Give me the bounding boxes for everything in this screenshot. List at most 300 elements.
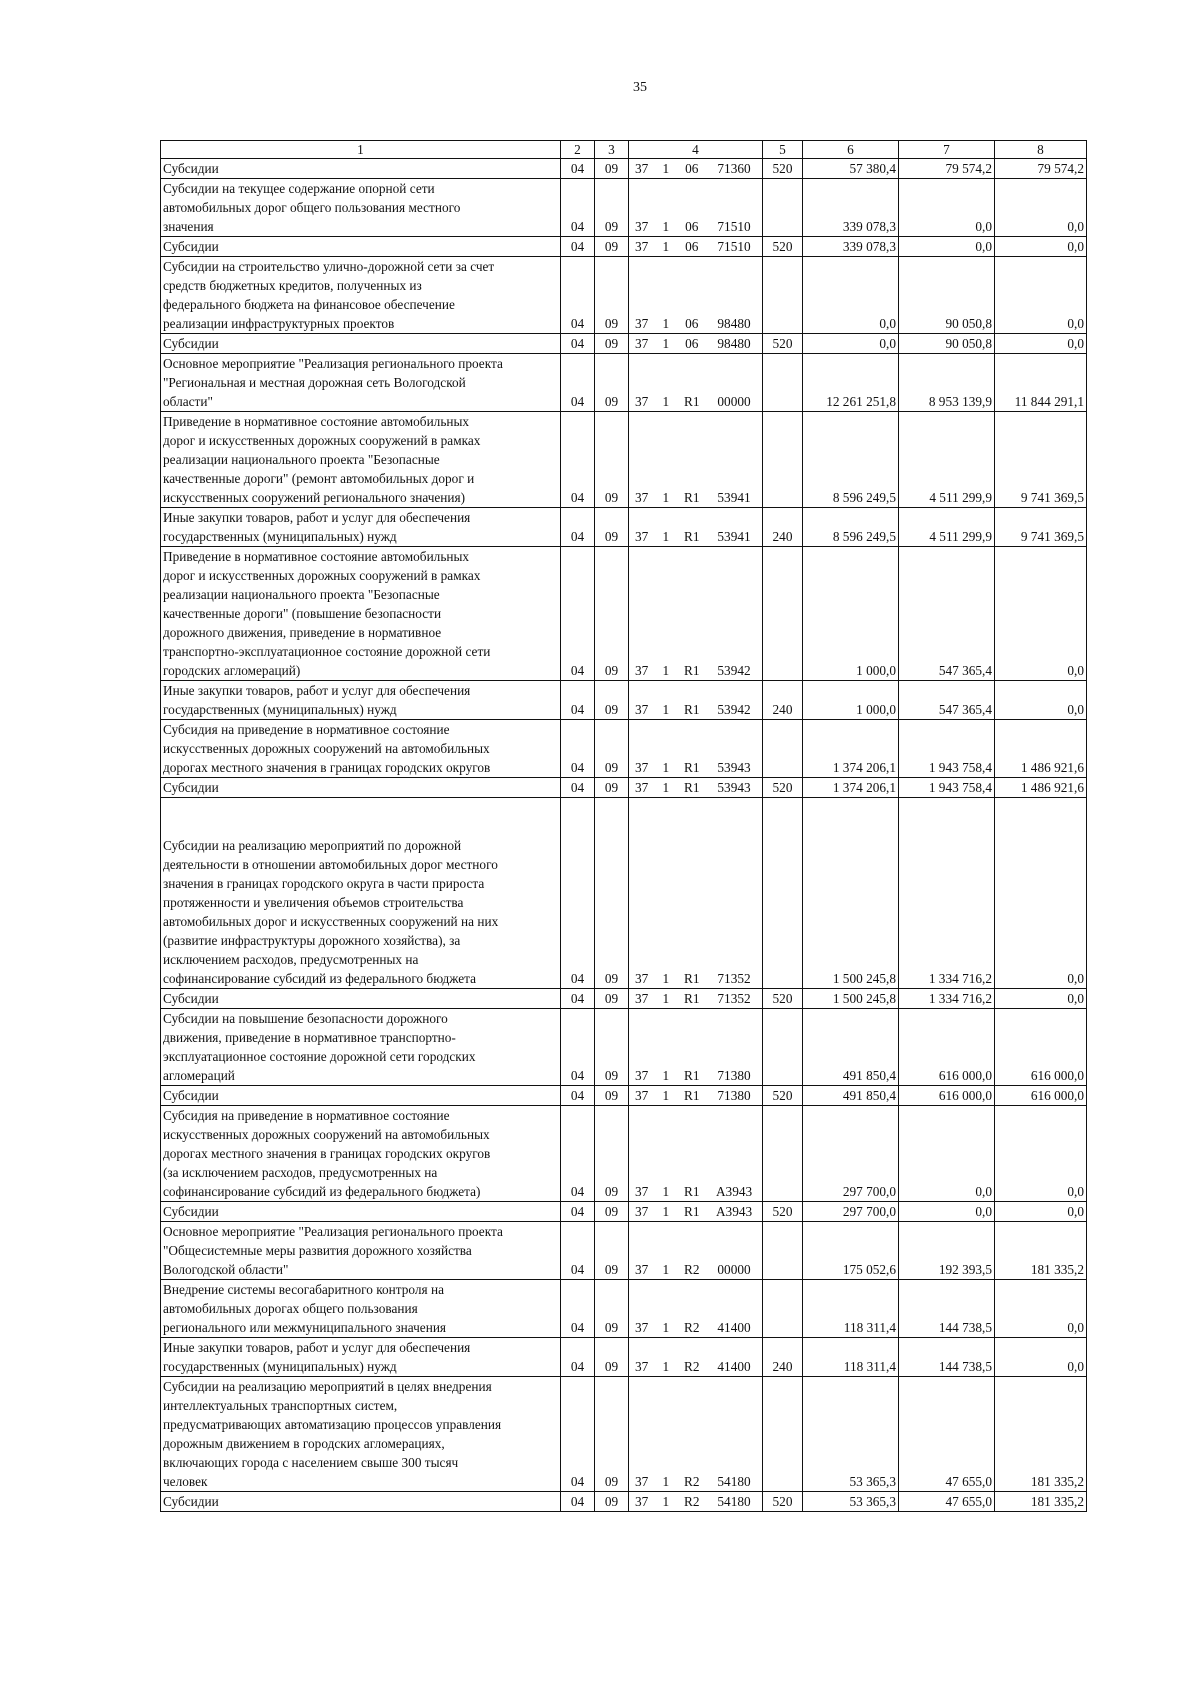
amount-col6-cell: 12 261 251,8: [803, 354, 899, 412]
amount-col8-cell: 0,0: [995, 1280, 1087, 1338]
target-article-code: [631, 488, 760, 507]
target-article-part: 53943: [717, 760, 751, 775]
amount-col8-cell: 1 486 921,6: [995, 778, 1087, 798]
amount-col7-cell: 0,0: [899, 237, 995, 257]
section-code-cell: 04: [561, 547, 595, 681]
row-name-cell: Субсидии: [161, 989, 561, 1009]
expense-type-cell: [763, 1106, 803, 1202]
target-article-cell: [629, 547, 763, 681]
target-article-part: 71360: [717, 161, 751, 176]
target-article-part: R1: [683, 490, 700, 505]
target-article-part: 37: [635, 1184, 649, 1199]
target-article-part: R2: [683, 1494, 700, 1509]
header-cell: 1: [161, 141, 561, 159]
target-article-part: 06: [685, 239, 699, 254]
amount-col8-cell: 0,0: [995, 989, 1087, 1009]
expense-type-cell: 520: [763, 989, 803, 1009]
expense-type-cell: 520: [763, 1202, 803, 1222]
target-article-part: 1: [662, 991, 670, 1006]
target-article-cell: [629, 798, 763, 989]
section-code-cell: 04: [561, 798, 595, 989]
target-article-part: 1: [662, 529, 670, 544]
header-cell: 8: [995, 141, 1087, 159]
target-article-part: 00000: [717, 1262, 751, 1277]
header-cell: 7: [899, 141, 995, 159]
target-article-part: 71352: [717, 971, 751, 986]
target-article-code: [631, 392, 760, 411]
amount-col6-cell: 8 596 249,5: [803, 508, 899, 547]
subsection-code-cell: 09: [595, 508, 629, 547]
target-article-code: [631, 159, 760, 178]
section-code-cell: 04: [561, 334, 595, 354]
target-article-cell: [629, 257, 763, 334]
target-article-code: [631, 989, 760, 1008]
subsection-code-cell: 09: [595, 1280, 629, 1338]
expense-type-cell: [763, 179, 803, 237]
target-article-cell: [629, 237, 763, 257]
amount-col8-cell: 1 486 921,6: [995, 720, 1087, 778]
row-name-cell: Субсидии: [161, 1202, 561, 1222]
row-name-cell: Субсидии: [161, 237, 561, 257]
page-number: 35: [633, 80, 647, 95]
amount-col8-cell: 9 741 369,5: [995, 508, 1087, 547]
subsection-code-cell: 09: [595, 334, 629, 354]
target-article-part: 37: [635, 1068, 649, 1083]
amount-col7-cell: 144 738,5: [899, 1280, 995, 1338]
target-article-code: [631, 1492, 760, 1511]
target-article-code: [631, 661, 760, 680]
target-article-part: 37: [635, 971, 649, 986]
target-article-part: R1: [683, 529, 700, 544]
target-article-part: 06: [685, 161, 699, 176]
subsection-code-cell: 09: [595, 547, 629, 681]
row-name-cell: Субсидии на текущее содержание опорной сети автомобильных дорог общего пользования местного значения: [161, 179, 561, 237]
section-code-cell: 04: [561, 159, 595, 179]
amount-col6-cell: 1 500 245,8: [803, 798, 899, 989]
expense-type-cell: 520: [763, 159, 803, 179]
section-code-cell: 04: [561, 1202, 595, 1222]
expense-type-cell: [763, 1280, 803, 1338]
subsection-code-cell: 09: [595, 1222, 629, 1280]
target-article-part: R1: [683, 702, 700, 717]
target-article-cell: [629, 1086, 763, 1106]
row-name-cell: Основное мероприятие "Реализация регионального проекта "Региональная и местная дорожная сеть Вологодской области": [161, 354, 561, 412]
amount-col7-cell: 1 334 716,2: [899, 798, 995, 989]
subsection-code-cell: 09: [595, 720, 629, 778]
target-article-part: 1: [662, 219, 670, 234]
target-article-cell: [629, 1106, 763, 1202]
target-article-code: [631, 1260, 760, 1279]
target-article-part: 53942: [717, 702, 751, 717]
table-row: [161, 1009, 1087, 1086]
target-article-cell: [629, 778, 763, 798]
target-article-part: R2: [683, 1320, 700, 1335]
amount-col8-cell: 79 574,2: [995, 159, 1087, 179]
target-article-part: 37: [635, 1204, 649, 1219]
target-article-part: 06: [685, 219, 699, 234]
target-article-cell: [629, 1009, 763, 1086]
section-code-cell: 04: [561, 257, 595, 334]
table-row: [161, 334, 1087, 354]
target-article-part: R1: [683, 663, 700, 678]
target-article-part: 1: [662, 394, 670, 409]
section-code-cell: 04: [561, 179, 595, 237]
target-article-part: 71510: [717, 239, 751, 254]
target-article-part: 1: [662, 336, 670, 351]
amount-col8-cell: 0,0: [995, 179, 1087, 237]
section-code-cell: 04: [561, 412, 595, 508]
amount-col7-cell: 192 393,5: [899, 1222, 995, 1280]
amount-col6-cell: 175 052,6: [803, 1222, 899, 1280]
target-article-part: R1: [683, 971, 700, 986]
target-article-part: 06: [685, 316, 699, 331]
amount-col6-cell: 491 850,4: [803, 1086, 899, 1106]
target-article-part: 53941: [717, 490, 751, 505]
subsection-code-cell: 09: [595, 237, 629, 257]
section-code-cell: 04: [561, 354, 595, 412]
subsection-code-cell: 09: [595, 1106, 629, 1202]
amount-col8-cell: 616 000,0: [995, 1086, 1087, 1106]
row-name-cell: Иные закупки товаров, работ и услуг для обеспечения государственных (муниципальных) нужд: [161, 681, 561, 720]
target-article-part: 1: [662, 161, 670, 176]
budget-table: [160, 140, 1087, 1512]
subsection-code-cell: 09: [595, 1338, 629, 1377]
target-article-part: R1: [683, 1068, 700, 1083]
target-article-part: 1: [662, 490, 670, 505]
table-row: [161, 720, 1087, 778]
amount-col7-cell: 0,0: [899, 1106, 995, 1202]
target-article-cell: [629, 159, 763, 179]
expense-type-cell: 520: [763, 778, 803, 798]
row-name-cell: Субсидии на строительство улично-дорожной сети за счет средств бюджетных кредитов, полученных из федерального бюджета на финансовое обеспечение реализации инфраструктурных проектов: [161, 257, 561, 334]
row-name-cell: Внедрение системы весогабаритного контроля на автомобильных дорогах общего пользования регионального или межмуниципального значения: [161, 1280, 561, 1338]
row-name-cell: Субсидии: [161, 159, 561, 179]
section-code-cell: 04: [561, 1377, 595, 1492]
amount-col8-cell: 0,0: [995, 681, 1087, 720]
table-row: [161, 159, 1087, 179]
amount-col6-cell: 0,0: [803, 334, 899, 354]
target-article-cell: [629, 354, 763, 412]
target-article-part: 37: [635, 780, 649, 795]
expense-type-cell: 520: [763, 334, 803, 354]
table-row: [161, 547, 1087, 681]
subsection-code-cell: 09: [595, 1009, 629, 1086]
amount-col7-cell: 0,0: [899, 179, 995, 237]
amount-col7-cell: 47 655,0: [899, 1492, 995, 1512]
target-article-cell: [629, 1492, 763, 1512]
target-article-part: 53943: [717, 780, 751, 795]
amount-col6-cell: 1 000,0: [803, 547, 899, 681]
target-article-part: 1: [662, 760, 670, 775]
row-name-cell: Субсидии на повышение безопасности дорожного движения, приведение в нормативное транспортно- эксплуатационное состояние дорожной сети городских агломераций: [161, 1009, 561, 1086]
target-article-part: 1: [662, 1262, 670, 1277]
amount-col7-cell: 79 574,2: [899, 159, 995, 179]
target-article-part: R2: [683, 1359, 700, 1374]
table-row: [161, 237, 1087, 257]
amount-col7-cell: 144 738,5: [899, 1338, 995, 1377]
section-code-cell: 04: [561, 1086, 595, 1106]
target-article-cell: [629, 508, 763, 547]
header-cell: 4: [629, 141, 763, 159]
subsection-code-cell: 09: [595, 989, 629, 1009]
section-code-cell: 04: [561, 237, 595, 257]
target-article-part: 1: [662, 1474, 670, 1489]
target-article-cell: [629, 1338, 763, 1377]
target-article-code: [631, 1357, 760, 1376]
target-article-part: R1: [683, 394, 700, 409]
target-article-part: 37: [635, 219, 649, 234]
target-article-part: 37: [635, 336, 649, 351]
target-article-cell: [629, 1377, 763, 1492]
amount-col7-cell: 1 943 758,4: [899, 720, 995, 778]
table-row: [161, 179, 1087, 237]
subsection-code-cell: 09: [595, 778, 629, 798]
target-article-part: R1: [683, 760, 700, 775]
target-article-part: 1: [662, 1359, 670, 1374]
amount-col8-cell: 181 335,2: [995, 1377, 1087, 1492]
amount-col6-cell: 1 500 245,8: [803, 989, 899, 1009]
table-row: [161, 1106, 1087, 1202]
target-article-part: 1: [662, 663, 670, 678]
target-article-part: 41400: [717, 1320, 751, 1335]
target-article-part: 37: [635, 760, 649, 775]
target-article-part: 1: [662, 1204, 670, 1219]
target-article-code: [631, 314, 760, 333]
header-cell: 3: [595, 141, 629, 159]
target-article-part: A3943: [715, 1204, 753, 1219]
table-row: [161, 1280, 1087, 1338]
amount-col8-cell: 9 741 369,5: [995, 412, 1087, 508]
target-article-part: 37: [635, 1474, 649, 1489]
amount-col8-cell: 11 844 291,1: [995, 354, 1087, 412]
target-article-cell: [629, 412, 763, 508]
expense-type-cell: [763, 257, 803, 334]
target-article-part: 1: [662, 780, 670, 795]
target-article-code: [631, 237, 760, 256]
table-row: [161, 681, 1087, 720]
table-row: [161, 508, 1087, 547]
section-code-cell: 04: [561, 720, 595, 778]
target-article-part: 1: [662, 1320, 670, 1335]
amount-col7-cell: 90 050,8: [899, 334, 995, 354]
amount-col8-cell: 0,0: [995, 798, 1087, 989]
target-article-part: 1: [662, 316, 670, 331]
subsection-code-cell: 09: [595, 1492, 629, 1512]
amount-col7-cell: 0,0: [899, 1202, 995, 1222]
table-row: [161, 1338, 1087, 1377]
target-article-part: 1: [662, 1184, 670, 1199]
table-row: [161, 778, 1087, 798]
table-row: [161, 1377, 1087, 1492]
expense-type-cell: [763, 720, 803, 778]
table-row: [161, 412, 1087, 508]
target-article-code: [631, 1066, 760, 1085]
target-article-part: 37: [635, 663, 649, 678]
target-article-cell: [629, 179, 763, 237]
amount-col8-cell: 0,0: [995, 1106, 1087, 1202]
section-code-cell: 04: [561, 1492, 595, 1512]
row-name-cell: Субсидии на реализацию мероприятий в целях внедрения интеллектуальных транспортных систем, предусматривающих автоматизацию процессов управления дорожным движением в городских агломерациях, включающих города с населением свыше 300 тысяч человек: [161, 1377, 561, 1492]
header-cell: 6: [803, 141, 899, 159]
target-article-part: 37: [635, 1359, 649, 1374]
table-row: [161, 354, 1087, 412]
amount-col6-cell: 297 700,0: [803, 1106, 899, 1202]
target-article-part: R1: [683, 1184, 700, 1199]
target-article-cell: [629, 1222, 763, 1280]
header-row: [161, 141, 1087, 159]
amount-col8-cell: 0,0: [995, 334, 1087, 354]
expense-type-cell: 520: [763, 1086, 803, 1106]
expense-type-cell: 520: [763, 1492, 803, 1512]
table-body: [161, 159, 1087, 1512]
expense-type-cell: [763, 412, 803, 508]
target-article-part: 37: [635, 316, 649, 331]
amount-col6-cell: 491 850,4: [803, 1009, 899, 1086]
target-article-part: 37: [635, 490, 649, 505]
section-code-cell: 04: [561, 1009, 595, 1086]
target-article-part: 37: [635, 702, 649, 717]
target-article-part: 1: [662, 702, 670, 717]
target-article-code: [631, 1202, 760, 1221]
amount-col8-cell: 181 335,2: [995, 1492, 1087, 1512]
target-article-part: 1: [662, 239, 670, 254]
row-name-cell: Иные закупки товаров, работ и услуг для обеспечения государственных (муниципальных) нужд: [161, 1338, 561, 1377]
expense-type-cell: [763, 1009, 803, 1086]
target-article-part: 1: [662, 1068, 670, 1083]
target-article-part: 37: [635, 161, 649, 176]
target-article-code: [631, 1086, 760, 1105]
target-article-part: R2: [683, 1262, 700, 1277]
section-code-cell: 04: [561, 778, 595, 798]
target-article-part: 37: [635, 1494, 649, 1509]
table-row: [161, 1086, 1087, 1106]
target-article-code: [631, 778, 760, 797]
header-cell: 2: [561, 141, 595, 159]
target-article-code: [631, 527, 760, 546]
target-article-code: [631, 1318, 760, 1337]
target-article-code: [631, 1472, 760, 1491]
amount-col8-cell: 0,0: [995, 237, 1087, 257]
table-row: [161, 1222, 1087, 1280]
amount-col8-cell: 0,0: [995, 1338, 1087, 1377]
amount-col7-cell: 547 365,4: [899, 681, 995, 720]
target-article-part: 1: [662, 1494, 670, 1509]
amount-col7-cell: 616 000,0: [899, 1009, 995, 1086]
amount-col7-cell: 47 655,0: [899, 1377, 995, 1492]
target-article-part: 54180: [717, 1494, 751, 1509]
target-article-code: [631, 217, 760, 236]
section-code-cell: 04: [561, 508, 595, 547]
amount-col7-cell: 8 953 139,9: [899, 354, 995, 412]
table-row: [161, 989, 1087, 1009]
target-article-part: 71380: [717, 1088, 751, 1103]
amount-col8-cell: 0,0: [995, 1202, 1087, 1222]
subsection-code-cell: 09: [595, 1202, 629, 1222]
target-article-code: [631, 700, 760, 719]
section-code-cell: 04: [561, 1280, 595, 1338]
table-row: [161, 257, 1087, 334]
table-row: [161, 1492, 1087, 1512]
amount-col7-cell: 547 365,4: [899, 547, 995, 681]
expense-type-cell: 240: [763, 681, 803, 720]
amount-col6-cell: 1 374 206,1: [803, 778, 899, 798]
target-article-part: 37: [635, 394, 649, 409]
expense-type-cell: [763, 1377, 803, 1492]
subsection-code-cell: 09: [595, 1086, 629, 1106]
target-article-part: R1: [683, 1204, 700, 1219]
target-article-code: [631, 758, 760, 777]
target-article-part: R1: [683, 1088, 700, 1103]
subsection-code-cell: 09: [595, 179, 629, 237]
amount-col6-cell: 297 700,0: [803, 1202, 899, 1222]
amount-col6-cell: 53 365,3: [803, 1377, 899, 1492]
row-name-cell: Субсидия на приведение в нормативное состояние искусственных дорожных сооружений на автомобильных дорогах местного значения в границах городских округов (за исключением расходов, предусмотренных на софинансирование субсидий из федерального бюджета): [161, 1106, 561, 1202]
target-article-cell: [629, 334, 763, 354]
subsection-code-cell: 09: [595, 798, 629, 989]
row-name-cell: Приведение в нормативное состояние автомобильных дорог и искусственных дорожных сооружений в рамках реализации национального проекта "Безопасные качественные дороги" (ремонт автомобильных дорог и искусственных сооружений регионального значения): [161, 412, 561, 508]
subsection-code-cell: 09: [595, 412, 629, 508]
target-article-part: R1: [683, 991, 700, 1006]
subsection-code-cell: 09: [595, 159, 629, 179]
target-article-part: 54180: [717, 1474, 751, 1489]
target-article-part: 98480: [717, 316, 751, 331]
expense-type-cell: [763, 354, 803, 412]
section-code-cell: 04: [561, 681, 595, 720]
row-name-cell: Субсидия на приведение в нормативное состояние искусственных дорожных сооружений на автомобильных дорогах местного значения в границах городских округов: [161, 720, 561, 778]
amount-col7-cell: 90 050,8: [899, 257, 995, 334]
target-article-cell: [629, 720, 763, 778]
header-cell: 5: [763, 141, 803, 159]
target-article-part: 71380: [717, 1068, 751, 1083]
target-article-cell: [629, 1280, 763, 1338]
row-name-cell: Субсидии на реализацию мероприятий по дорожной деятельности в отношении автомобильных дорог местного значения в границах городского округа в части прироста протяженности и увеличения объемов строительства автомобильных дорог и искусственных сооружений на них (развитие инфраструктуры дорожного хозяйства), за исключением расходов, предусмотренных на софинансирование субсидий из федерального бюджета: [161, 798, 561, 989]
amount-col6-cell: 118 311,4: [803, 1280, 899, 1338]
target-article-part: 37: [635, 1088, 649, 1103]
expense-type-cell: [763, 547, 803, 681]
target-article-code: [631, 1182, 760, 1201]
section-code-cell: 04: [561, 1222, 595, 1280]
expense-type-cell: 240: [763, 1338, 803, 1377]
target-article-part: 37: [635, 1320, 649, 1335]
amount-col7-cell: 1 943 758,4: [899, 778, 995, 798]
row-name-cell: Иные закупки товаров, работ и услуг для обеспечения государственных (муниципальных) нужд: [161, 508, 561, 547]
table-row: [161, 798, 1087, 989]
section-code-cell: 04: [561, 1106, 595, 1202]
amount-col8-cell: 181 335,2: [995, 1222, 1087, 1280]
expense-type-cell: [763, 798, 803, 989]
target-article-part: R2: [683, 1474, 700, 1489]
amount-col6-cell: 57 380,4: [803, 159, 899, 179]
amount-col7-cell: 1 334 716,2: [899, 989, 995, 1009]
target-article-part: 00000: [717, 394, 751, 409]
amount-col7-cell: 4 511 299,9: [899, 412, 995, 508]
target-article-part: 41400: [717, 1359, 751, 1374]
target-article-part: 37: [635, 991, 649, 1006]
subsection-code-cell: 09: [595, 681, 629, 720]
amount-col6-cell: 0,0: [803, 257, 899, 334]
amount-col6-cell: 1 000,0: [803, 681, 899, 720]
target-article-cell: [629, 681, 763, 720]
amount-col7-cell: 616 000,0: [899, 1086, 995, 1106]
target-article-part: 37: [635, 1262, 649, 1277]
target-article-part: 37: [635, 529, 649, 544]
amount-col8-cell: 0,0: [995, 547, 1087, 681]
target-article-cell: [629, 989, 763, 1009]
target-article-part: 37: [635, 239, 649, 254]
amount-col6-cell: 339 078,3: [803, 179, 899, 237]
amount-col6-cell: 339 078,3: [803, 237, 899, 257]
target-article-part: 1: [662, 1088, 670, 1103]
